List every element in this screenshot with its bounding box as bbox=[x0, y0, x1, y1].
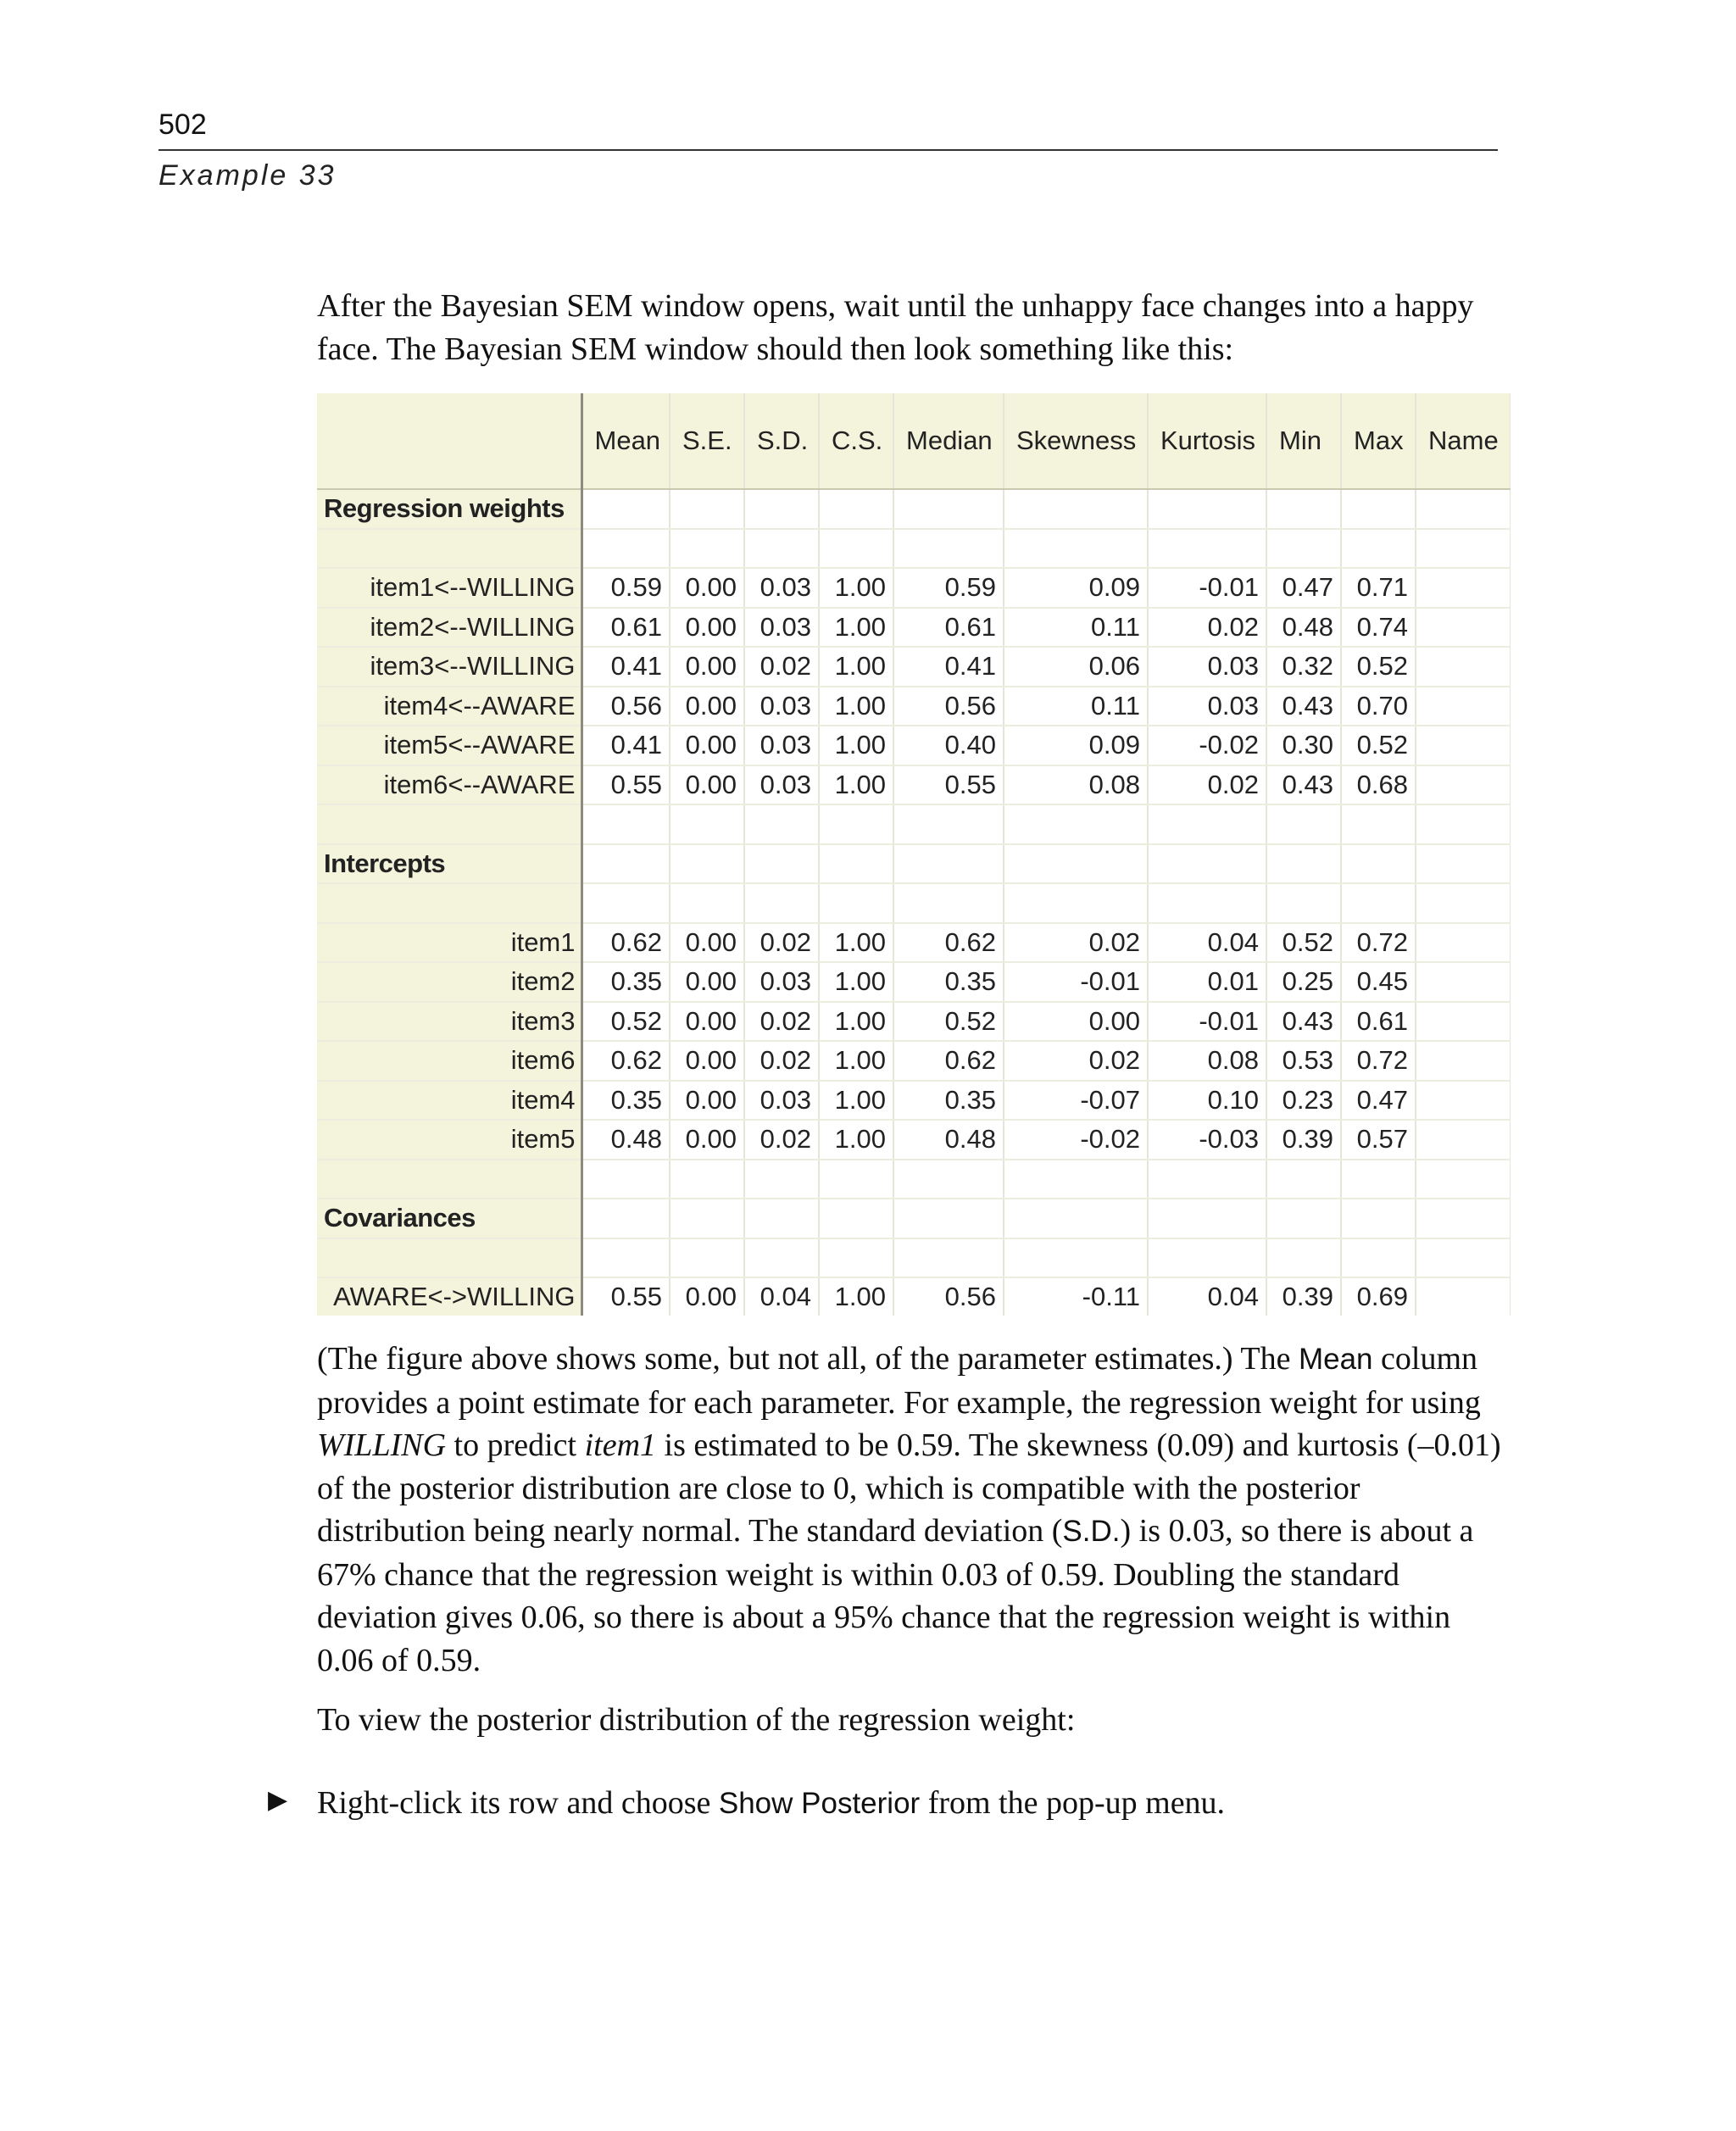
mean-term: Mean bbox=[1298, 1343, 1373, 1376]
empty-cell bbox=[1416, 1160, 1511, 1199]
value-cell: 0.32 bbox=[1266, 647, 1341, 687]
value-cell: 1.00 bbox=[819, 1120, 893, 1160]
row-label: AWARE<->WILLING bbox=[317, 1277, 581, 1316]
value-cell: 0.72 bbox=[1341, 1041, 1416, 1081]
value-cell: 0.03 bbox=[744, 608, 819, 648]
column-header-c-s[interactable]: C.S. bbox=[819, 393, 893, 489]
explanation-text-1: (The figure above shows some, but not all, of the parameter estimates.) The bbox=[317, 1341, 1299, 1377]
spacer-row bbox=[317, 1238, 1511, 1278]
empty-cell bbox=[744, 489, 819, 529]
empty-cell bbox=[1004, 1160, 1148, 1199]
empty-cell bbox=[1004, 804, 1148, 844]
value-cell: -0.02 bbox=[1148, 726, 1266, 765]
table-row[interactable] bbox=[317, 1002, 1511, 1042]
explanation-text-2: column provides a point estimate for each parameter. For example, the regression weight for using bbox=[317, 1341, 1481, 1421]
value-cell: 0.72 bbox=[1341, 923, 1416, 963]
empty-cell bbox=[670, 883, 744, 923]
value-cell: 1.00 bbox=[819, 962, 893, 1002]
value-cell: -0.03 bbox=[1148, 1120, 1266, 1160]
empty-cell bbox=[1004, 844, 1148, 884]
value-cell: 0.35 bbox=[581, 1081, 670, 1121]
row-label: item6 bbox=[317, 1041, 581, 1081]
value-cell: 0.35 bbox=[893, 1081, 1004, 1121]
value-cell: 0.00 bbox=[670, 726, 744, 765]
value-cell: 0.59 bbox=[893, 568, 1004, 608]
empty-cell bbox=[744, 1160, 819, 1199]
value-cell: 0.10 bbox=[1148, 1081, 1266, 1121]
empty-cell bbox=[1266, 1238, 1341, 1278]
empty-cell bbox=[1148, 529, 1266, 569]
value-cell: 0.04 bbox=[1148, 1277, 1266, 1316]
value-cell: 0.52 bbox=[893, 1002, 1004, 1042]
row-label: item3 bbox=[317, 1002, 581, 1042]
value-cell: 0.00 bbox=[670, 923, 744, 963]
group-title: Covariances bbox=[317, 1199, 581, 1238]
value-cell: 0.57 bbox=[1341, 1120, 1416, 1160]
empty-cell bbox=[581, 529, 670, 569]
empty-cell bbox=[744, 1199, 819, 1238]
empty-cell bbox=[819, 489, 893, 529]
empty-cell bbox=[744, 1238, 819, 1278]
value-cell: 0.48 bbox=[893, 1120, 1004, 1160]
empty-cell bbox=[1004, 1199, 1148, 1238]
row-label: item2 bbox=[317, 962, 581, 1002]
bullet-arrow-icon: ▶ bbox=[268, 1785, 288, 1815]
empty-cell bbox=[670, 1238, 744, 1278]
empty-cell bbox=[819, 883, 893, 923]
value-cell bbox=[1416, 1277, 1511, 1316]
table-row[interactable] bbox=[317, 923, 1511, 963]
table-header-row bbox=[317, 393, 1511, 489]
empty-cell bbox=[670, 804, 744, 844]
value-cell: 0.00 bbox=[670, 647, 744, 687]
value-cell: 0.48 bbox=[1266, 608, 1341, 648]
value-cell: 0.43 bbox=[1266, 687, 1341, 726]
bayesian-sem-table[interactable] bbox=[317, 393, 1511, 1316]
empty-cell bbox=[1148, 1199, 1266, 1238]
value-cell: 0.03 bbox=[744, 765, 819, 805]
empty-cell bbox=[581, 1199, 670, 1238]
header-rule bbox=[159, 149, 1498, 151]
group-header-row bbox=[317, 844, 1511, 884]
value-cell: 0.55 bbox=[893, 765, 1004, 805]
table-row[interactable] bbox=[317, 1081, 1511, 1121]
empty-cell bbox=[1341, 1238, 1416, 1278]
value-cell: 0.52 bbox=[581, 1002, 670, 1042]
value-cell: 0.52 bbox=[1266, 923, 1341, 963]
empty-cell bbox=[1148, 883, 1266, 923]
value-cell: 0.03 bbox=[744, 687, 819, 726]
value-cell: 0.02 bbox=[1148, 765, 1266, 805]
empty-cell bbox=[1266, 844, 1341, 884]
empty-cell bbox=[744, 883, 819, 923]
explanation-text-3: to predict bbox=[446, 1427, 585, 1463]
value-cell: 1.00 bbox=[819, 687, 893, 726]
empty-cell bbox=[670, 489, 744, 529]
explanation-paragraph bbox=[317, 1338, 1504, 1682]
value-cell: 0.41 bbox=[893, 647, 1004, 687]
value-cell bbox=[1416, 568, 1511, 608]
running-head: Example 33 bbox=[159, 159, 337, 192]
spacer-row-head bbox=[317, 1160, 581, 1199]
value-cell: 0.04 bbox=[1148, 923, 1266, 963]
empty-cell bbox=[1266, 489, 1341, 529]
table-row[interactable] bbox=[317, 1120, 1511, 1160]
column-header-name[interactable]: Name bbox=[1416, 393, 1511, 489]
empty-cell bbox=[1004, 1238, 1148, 1278]
empty-cell bbox=[1416, 804, 1511, 844]
value-cell: 0.71 bbox=[1341, 568, 1416, 608]
value-cell: 0.62 bbox=[893, 923, 1004, 963]
value-cell: 0.00 bbox=[670, 1041, 744, 1081]
empty-cell bbox=[581, 844, 670, 884]
value-cell bbox=[1416, 923, 1511, 963]
empty-cell bbox=[1148, 1160, 1266, 1199]
table-row[interactable] bbox=[317, 1041, 1511, 1081]
value-cell bbox=[1416, 765, 1511, 805]
spacer-row bbox=[317, 883, 1511, 923]
value-cell: 0.03 bbox=[1148, 687, 1266, 726]
empty-cell bbox=[744, 804, 819, 844]
value-cell: 0.00 bbox=[670, 568, 744, 608]
value-cell: 0.02 bbox=[1004, 1041, 1148, 1081]
value-cell: 0.43 bbox=[1266, 1002, 1341, 1042]
row-label: item5<--AWARE bbox=[317, 726, 581, 765]
value-cell: 0.03 bbox=[744, 568, 819, 608]
table-row[interactable] bbox=[317, 1277, 1511, 1316]
value-cell: 1.00 bbox=[819, 765, 893, 805]
value-cell: 1.00 bbox=[819, 647, 893, 687]
empty-cell bbox=[670, 529, 744, 569]
value-cell bbox=[1416, 608, 1511, 648]
value-cell: 0.03 bbox=[744, 1081, 819, 1121]
value-cell: 0.39 bbox=[1266, 1277, 1341, 1316]
row-label: item1 bbox=[317, 923, 581, 963]
value-cell: 0.62 bbox=[581, 1041, 670, 1081]
group-header-row bbox=[317, 489, 1511, 529]
intro-paragraph: After the Bayesian SEM window opens, wait until the unhappy face changes into a happy face. The Bayesian SEM window should then look something like this: bbox=[317, 288, 1474, 367]
empty-cell bbox=[670, 1199, 744, 1238]
empty-cell bbox=[893, 529, 1004, 569]
value-cell: 1.00 bbox=[819, 568, 893, 608]
value-cell: 0.41 bbox=[581, 726, 670, 765]
value-cell: 0.62 bbox=[893, 1041, 1004, 1081]
spacer-row-head bbox=[317, 1238, 581, 1278]
empty-cell bbox=[1266, 529, 1341, 569]
table-row[interactable] bbox=[317, 687, 1511, 726]
page-number: 502 bbox=[159, 108, 207, 141]
column-header-skewness[interactable]: Skewness bbox=[1004, 393, 1148, 489]
value-cell: 0.02 bbox=[1004, 923, 1148, 963]
empty-cell bbox=[1266, 1199, 1341, 1238]
value-cell: 0.30 bbox=[1266, 726, 1341, 765]
group-title: Regression weights bbox=[317, 489, 581, 529]
step-text-2: from the pop-up menu. bbox=[920, 1785, 1226, 1821]
willing-term: WILLING bbox=[317, 1427, 447, 1463]
value-cell: 0.02 bbox=[744, 647, 819, 687]
empty-cell bbox=[893, 804, 1004, 844]
empty-cell bbox=[893, 844, 1004, 884]
value-cell: 0.70 bbox=[1341, 687, 1416, 726]
value-cell: 0.00 bbox=[670, 962, 744, 1002]
value-cell: 0.08 bbox=[1148, 1041, 1266, 1081]
step-text-1: Right-click its row and choose bbox=[317, 1785, 719, 1821]
value-cell: 0.06 bbox=[1004, 647, 1148, 687]
value-cell: 0.11 bbox=[1004, 687, 1148, 726]
value-cell: 0.02 bbox=[744, 1041, 819, 1081]
column-header-s-e[interactable]: S.E. bbox=[670, 393, 744, 489]
value-cell bbox=[1416, 726, 1511, 765]
empty-cell bbox=[581, 1238, 670, 1278]
empty-cell bbox=[1416, 1199, 1511, 1238]
value-cell: 0.40 bbox=[893, 726, 1004, 765]
empty-cell bbox=[581, 1160, 670, 1199]
value-cell: 0.59 bbox=[581, 568, 670, 608]
spacer-row-head bbox=[317, 804, 581, 844]
value-cell: -0.07 bbox=[1004, 1081, 1148, 1121]
value-cell: 0.47 bbox=[1341, 1081, 1416, 1121]
empty-cell bbox=[1148, 844, 1266, 884]
value-cell: 1.00 bbox=[819, 1081, 893, 1121]
value-cell: 0.25 bbox=[1266, 962, 1341, 1002]
show-posterior-menu-term: Show Posterior bbox=[718, 1787, 921, 1820]
value-cell: 0.00 bbox=[670, 1081, 744, 1121]
value-cell: 0.74 bbox=[1341, 608, 1416, 648]
explanation-text-5: ) is 0.03, so there is about a 67% chance that the regression weight is within 0.03 of 0.59. Doubling the standard deviation gives 0.06, so there is about a 95% chance that the regression weight is within 0.06 of 0.59. bbox=[317, 1513, 1474, 1678]
value-cell: -0.02 bbox=[1004, 1120, 1148, 1160]
value-cell bbox=[1416, 1120, 1511, 1160]
value-cell: 0.09 bbox=[1004, 568, 1148, 608]
empty-cell bbox=[581, 804, 670, 844]
empty-cell bbox=[819, 804, 893, 844]
empty-cell bbox=[581, 489, 670, 529]
value-cell: -0.11 bbox=[1004, 1277, 1148, 1316]
value-cell: 0.02 bbox=[744, 923, 819, 963]
spacer-row bbox=[317, 804, 1511, 844]
value-cell: 0.03 bbox=[1148, 647, 1266, 687]
value-cell: 0.00 bbox=[1004, 1002, 1148, 1042]
empty-cell bbox=[893, 883, 1004, 923]
value-cell: 1.00 bbox=[819, 923, 893, 963]
sd-term: S.D. bbox=[1062, 1515, 1121, 1548]
value-cell: 0.00 bbox=[670, 1002, 744, 1042]
value-cell: 1.00 bbox=[819, 1041, 893, 1081]
empty-cell bbox=[1341, 883, 1416, 923]
column-header-kurtosis[interactable]: Kurtosis bbox=[1148, 393, 1266, 489]
value-cell: 0.68 bbox=[1341, 765, 1416, 805]
value-cell: 0.41 bbox=[581, 647, 670, 687]
value-cell: -0.01 bbox=[1148, 1002, 1266, 1042]
value-cell bbox=[1416, 1041, 1511, 1081]
empty-cell bbox=[670, 844, 744, 884]
row-label: item1<--WILLING bbox=[317, 568, 581, 608]
empty-cell bbox=[1004, 529, 1148, 569]
value-cell: 0.56 bbox=[581, 687, 670, 726]
explanation-text-4: is estimated to be 0.59. The skewness (0.09) and kurtosis (–0.01) of the posterior distribution are close to 0, which is compatible with the posterior distribution being nearly normal. The standard deviation ( bbox=[317, 1427, 1501, 1549]
value-cell: 0.61 bbox=[1341, 1002, 1416, 1042]
table-row[interactable] bbox=[317, 765, 1511, 805]
empty-cell bbox=[1341, 529, 1416, 569]
empty-cell bbox=[1416, 1238, 1511, 1278]
empty-cell bbox=[1416, 844, 1511, 884]
value-cell: 0.62 bbox=[581, 923, 670, 963]
empty-cell bbox=[893, 1238, 1004, 1278]
value-cell: 0.11 bbox=[1004, 608, 1148, 648]
value-cell bbox=[1416, 647, 1511, 687]
column-header-min[interactable]: Min bbox=[1266, 393, 1341, 489]
value-cell: 0.00 bbox=[670, 1120, 744, 1160]
value-cell: 0.01 bbox=[1148, 962, 1266, 1002]
spacer-row bbox=[317, 1160, 1511, 1199]
table-row[interactable] bbox=[317, 962, 1511, 1002]
empty-cell bbox=[1266, 883, 1341, 923]
value-cell: 0.00 bbox=[670, 687, 744, 726]
empty-cell bbox=[893, 489, 1004, 529]
value-cell: 0.00 bbox=[670, 1277, 744, 1316]
value-cell: 0.35 bbox=[581, 962, 670, 1002]
row-label: item4 bbox=[317, 1081, 581, 1121]
spacer-row bbox=[317, 529, 1511, 569]
empty-cell bbox=[744, 844, 819, 884]
empty-cell bbox=[1004, 489, 1148, 529]
empty-cell bbox=[1341, 1199, 1416, 1238]
value-cell: 0.35 bbox=[893, 962, 1004, 1002]
column-header-mean[interactable]: Mean bbox=[581, 393, 670, 489]
value-cell: 0.69 bbox=[1341, 1277, 1416, 1316]
value-cell: 0.03 bbox=[744, 726, 819, 765]
value-cell: 0.00 bbox=[670, 765, 744, 805]
row-label: item6<--AWARE bbox=[317, 765, 581, 805]
spacer-row-head bbox=[317, 529, 581, 569]
value-cell: 0.52 bbox=[1341, 647, 1416, 687]
empty-cell bbox=[744, 529, 819, 569]
empty-cell bbox=[1266, 1160, 1341, 1199]
value-cell: 0.52 bbox=[1341, 726, 1416, 765]
table-row[interactable] bbox=[317, 647, 1511, 687]
value-cell: 0.55 bbox=[581, 765, 670, 805]
empty-cell bbox=[819, 844, 893, 884]
value-cell: 0.45 bbox=[1341, 962, 1416, 1002]
value-cell: 0.48 bbox=[581, 1120, 670, 1160]
value-cell: 0.23 bbox=[1266, 1081, 1341, 1121]
table-row[interactable] bbox=[317, 608, 1511, 648]
value-cell: 0.53 bbox=[1266, 1041, 1341, 1081]
row-label: item4<--AWARE bbox=[317, 687, 581, 726]
value-cell bbox=[1416, 962, 1511, 1002]
value-cell bbox=[1416, 687, 1511, 726]
empty-cell bbox=[1416, 529, 1511, 569]
row-label: item3<--WILLING bbox=[317, 647, 581, 687]
value-cell: 0.09 bbox=[1004, 726, 1148, 765]
empty-cell bbox=[819, 1199, 893, 1238]
row-label: item5 bbox=[317, 1120, 581, 1160]
empty-cell bbox=[1004, 883, 1148, 923]
empty-cell bbox=[1341, 844, 1416, 884]
value-cell: 1.00 bbox=[819, 1002, 893, 1042]
value-cell: 0.03 bbox=[744, 962, 819, 1002]
step-instruction bbox=[317, 1782, 1504, 1826]
empty-cell bbox=[1266, 804, 1341, 844]
value-cell: 0.61 bbox=[581, 608, 670, 648]
empty-cell bbox=[1416, 489, 1511, 529]
value-cell: 0.04 bbox=[744, 1277, 819, 1316]
view-instruction: To view the posterior distribution of the regression weight: bbox=[317, 1702, 1076, 1738]
value-cell: 0.02 bbox=[1148, 608, 1266, 648]
empty-cell bbox=[670, 1160, 744, 1199]
value-cell: 1.00 bbox=[819, 608, 893, 648]
value-cell bbox=[1416, 1081, 1511, 1121]
value-cell: 0.56 bbox=[893, 1277, 1004, 1316]
value-cell: 0.08 bbox=[1004, 765, 1148, 805]
value-cell: -0.01 bbox=[1148, 568, 1266, 608]
empty-cell bbox=[1416, 883, 1511, 923]
column-header-s-d[interactable]: S.D. bbox=[744, 393, 819, 489]
empty-cell bbox=[893, 1160, 1004, 1199]
value-cell: 1.00 bbox=[819, 1277, 893, 1316]
value-cell: -0.01 bbox=[1004, 962, 1148, 1002]
empty-cell bbox=[893, 1199, 1004, 1238]
value-cell: 0.00 bbox=[670, 608, 744, 648]
column-header-median[interactable]: Median bbox=[893, 393, 1004, 489]
value-cell: 1.00 bbox=[819, 726, 893, 765]
empty-cell bbox=[1148, 489, 1266, 529]
column-header-max[interactable]: Max bbox=[1341, 393, 1416, 489]
value-cell bbox=[1416, 1002, 1511, 1042]
empty-cell bbox=[581, 883, 670, 923]
empty-cell bbox=[1341, 1160, 1416, 1199]
table-row[interactable] bbox=[317, 726, 1511, 765]
group-title: Intercepts bbox=[317, 844, 581, 884]
value-cell: 0.47 bbox=[1266, 568, 1341, 608]
empty-cell bbox=[1148, 804, 1266, 844]
value-cell: 0.55 bbox=[581, 1277, 670, 1316]
value-cell: 0.61 bbox=[893, 608, 1004, 648]
empty-cell bbox=[819, 529, 893, 569]
group-header-row bbox=[317, 1199, 1511, 1238]
empty-cell bbox=[819, 1160, 893, 1199]
empty-cell bbox=[1341, 804, 1416, 844]
row-label: item2<--WILLING bbox=[317, 608, 581, 648]
empty-cell bbox=[1341, 489, 1416, 529]
table-row[interactable] bbox=[317, 568, 1511, 608]
value-cell: 0.02 bbox=[744, 1120, 819, 1160]
value-cell: 0.02 bbox=[744, 1002, 819, 1042]
table-corner-cell bbox=[317, 393, 581, 489]
value-cell: 0.56 bbox=[893, 687, 1004, 726]
empty-cell bbox=[1148, 1238, 1266, 1278]
value-cell: 0.39 bbox=[1266, 1120, 1341, 1160]
item1-term: item1 bbox=[584, 1427, 657, 1463]
empty-cell bbox=[819, 1238, 893, 1278]
spacer-row-head bbox=[317, 883, 581, 923]
value-cell: 0.43 bbox=[1266, 765, 1341, 805]
